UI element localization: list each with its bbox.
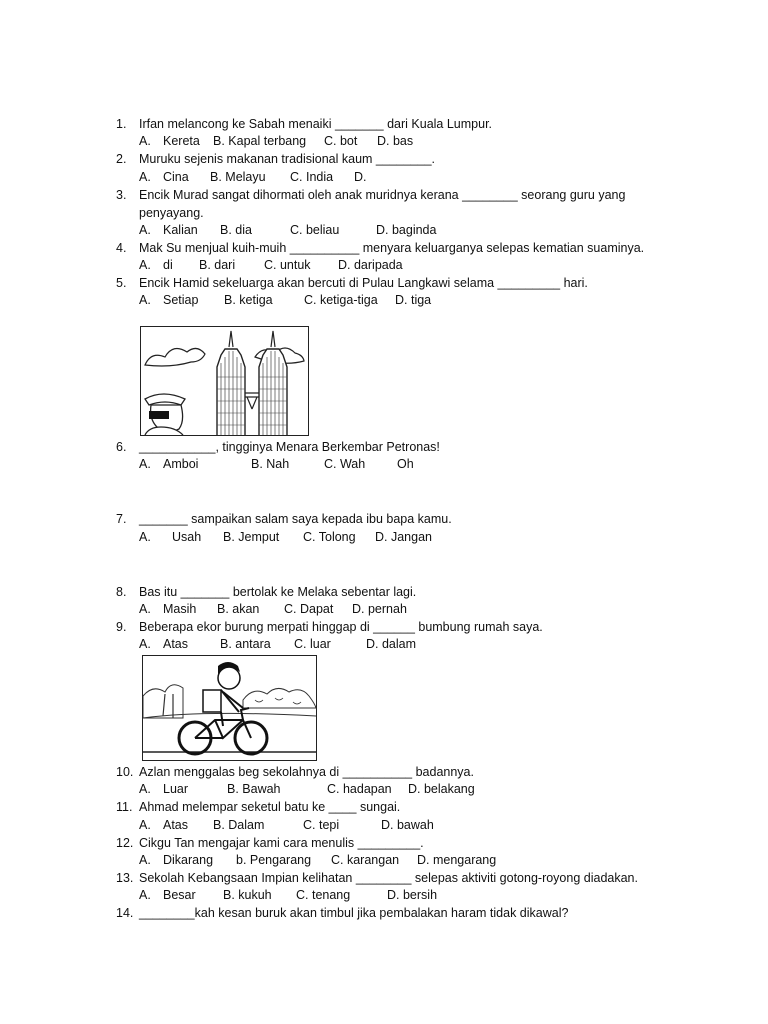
option-c: C. Tolong — [303, 530, 356, 544]
option-d: D. belakang — [408, 782, 475, 796]
option-d: D. tiga — [395, 293, 432, 307]
petronas-towers-illustration — [141, 327, 308, 435]
option-c: C. karangan — [331, 853, 400, 867]
option-letter: A. — [139, 637, 151, 651]
option-letter: A. — [139, 223, 151, 237]
question-number: 6. — [116, 440, 127, 454]
question-number: 14. — [116, 906, 134, 920]
question-text: Encik Murad sangat dihormati oleh anak muridnya kerana ________ seorang guru yang — [139, 188, 626, 202]
option-b: B. dia — [220, 223, 252, 237]
option-c: C. Wah — [324, 457, 366, 471]
option-a: Atas — [163, 637, 189, 651]
option-b: B. Dalam — [213, 818, 265, 832]
option-a: Setiap — [163, 293, 199, 307]
option-b: B. kukuh — [223, 888, 272, 902]
question-number: 2. — [116, 152, 127, 166]
question-text: Bas itu _______ bertolak ke Melaka sebentar lagi. — [139, 585, 417, 599]
option-letter: A. — [139, 818, 151, 832]
option-d: D. — [354, 170, 367, 184]
option-c: C. luar — [294, 637, 331, 651]
question-number: 4. — [116, 241, 127, 255]
option-c: C. India — [290, 170, 334, 184]
option-c: C. hadapan — [327, 782, 392, 796]
question-number: 11. — [116, 800, 133, 814]
option-b: B. dari — [199, 258, 236, 272]
option-letter: A. — [139, 782, 151, 796]
option-a: Kereta — [163, 134, 200, 148]
option-b: B. akan — [217, 602, 260, 616]
option-d: D. daripada — [338, 258, 403, 272]
option-a: Dikarang — [163, 853, 214, 867]
option-a: Atas — [163, 818, 189, 832]
option-b: B. Jemput — [223, 530, 280, 544]
option-a: Luar — [163, 782, 189, 796]
option-d: D. bawah — [381, 818, 434, 832]
option-c: C. tenang — [296, 888, 351, 902]
question-text: _______ sampaikan salam saya kepada ibu bapa kamu. — [139, 512, 452, 526]
option-d: D. Jangan — [375, 530, 432, 544]
option-letter: A. — [139, 602, 151, 616]
option-b: B. Bawah — [227, 782, 281, 796]
question-text: ___________, tingginya Menara Berkembar Petronas! — [139, 440, 440, 454]
question-text: Ahmad melempar seketul batu ke ____ sungai. — [139, 800, 401, 814]
question-text: Muruku sejenis makanan tradisional kaum ________. — [139, 152, 436, 166]
question-number: 3. — [116, 188, 127, 202]
question-number: 10. — [116, 765, 134, 779]
option-b: B. Nah — [251, 457, 290, 471]
option-c: C. Dapat — [284, 602, 334, 616]
question-text: Azlan menggalas beg sekolahnya di __________ badannya. — [139, 765, 474, 779]
option-c: C. ketiga-tiga — [304, 293, 378, 307]
option-letter: A. — [139, 134, 151, 148]
option-b: B. antara — [220, 637, 271, 651]
question-number: 7. — [116, 512, 127, 526]
option-letter: A. — [139, 853, 151, 867]
option-a: di — [163, 258, 173, 272]
question-text: Beberapa ekor burung merpati hinggap di ______ bumbung rumah saya. — [139, 620, 543, 634]
option-a: Besar — [163, 888, 196, 902]
boy-cycling-illustration — [143, 656, 316, 760]
question-text: Irfan melancong ke Sabah menaiki _______ dari Kuala Lumpur. — [139, 117, 493, 131]
option-d: D. bersih — [387, 888, 438, 902]
option-a: Kalian — [163, 223, 198, 237]
option-a: Amboi — [163, 457, 199, 471]
option-a: Cina — [163, 170, 189, 184]
option-d: D. dalam — [366, 637, 417, 651]
option-b: B. ketiga — [224, 293, 273, 307]
option-d: D. pernah — [352, 602, 407, 616]
option-c: C. untuk — [264, 258, 311, 272]
option-a: Masih — [163, 602, 197, 616]
option-c: C. tepi — [303, 818, 340, 832]
option-b: B. Kapal terbang — [213, 134, 307, 148]
option-letter: A. — [139, 457, 151, 471]
option-a: Usah — [172, 530, 202, 544]
question-text: Sekolah Kebangsaan Impian kelihatan ________ selepas aktiviti gotong-royong diadakan. — [139, 871, 638, 885]
question-text: ________kah kesan buruk akan timbul jika pembalakan haram tidak dikawal? — [139, 906, 569, 920]
option-letter: A. — [139, 530, 151, 544]
boy-cycling-picture — [142, 655, 317, 761]
option-letter: A. — [139, 293, 151, 307]
question-number: 13. — [116, 871, 134, 885]
option-letter: A. — [139, 170, 151, 184]
option-d: D. mengarang — [417, 853, 497, 867]
option-b: b. Pengarang — [236, 853, 312, 867]
option-c: C. beliau — [290, 223, 340, 237]
option-b: B. Melayu — [210, 170, 266, 184]
question-text: Mak Su menjual kuih-muih __________ menyara keluarganya selepas kematian suaminya. — [139, 241, 645, 255]
question-number: 1. — [116, 117, 127, 131]
question-text: Encik Hamid sekeluarga akan bercuti di Pulau Langkawi selama _________ hari. — [139, 276, 588, 290]
question-number: 8. — [116, 585, 127, 599]
option-d: D. bas — [377, 134, 414, 148]
question-number: 12. — [116, 836, 134, 850]
petronas-towers-picture — [140, 326, 309, 436]
question-number: 9. — [116, 620, 127, 634]
option-c: C. bot — [324, 134, 358, 148]
question-text: Cikgu Tan mengajar kami cara menulis _________. — [139, 836, 424, 850]
option-d: Oh — [397, 457, 414, 471]
option-letter: A. — [139, 888, 151, 902]
option-letter: A. — [139, 258, 151, 272]
question-text-continued: penyayang. — [139, 206, 204, 220]
option-d: D. baginda — [376, 223, 437, 237]
question-number: 5. — [116, 276, 127, 290]
